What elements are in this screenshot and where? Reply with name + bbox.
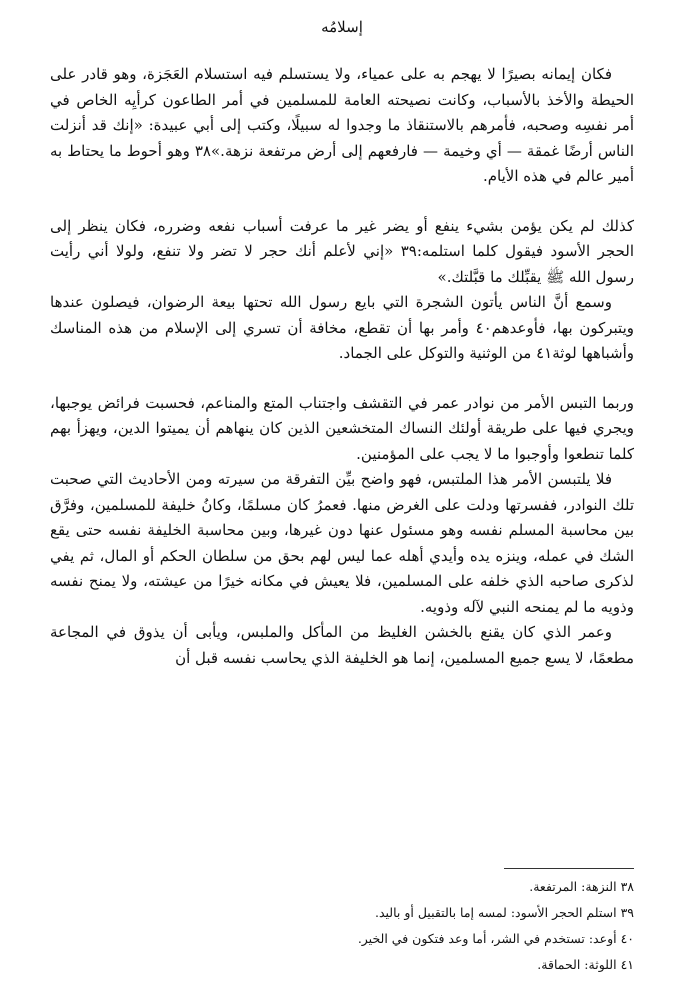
footnote-39: ٣٩ استلم الحجر الأسود: لمسه إما بالتقبيل أو باليد. [374, 905, 634, 920]
paragraph-5: فلا يلتبسن الأمر هذا الملتبس، فهو واضح بيِّن التفرقة من سيرته ومن الأحاديث التي صحبت تلك النوادر، ففسرتها ودلت على الغرض منها. فعمرُ كان مسلمًا، وكانُ خليفة للمسلمين، وفرَّق بين محاسبة المسلم نفسه وهو مسئول عنها دون غيرها، وبين محاسبة الخليفة نفسه حتى يقع الشك في عمله، وينزه يده وأيدي أهله عما ليس لهم بحق من سلطان الحكم أو المال، ثم يفي لذكرى صاحبه الذي خلفه على المسلمين، فلا يعيش في مكانه خيرًا من عيشته، ولا يمنح نفسه وذويه ما لم يمنحه النبي لآله وذويه. [50, 470, 634, 616]
section-gap [50, 367, 634, 391]
body-text [50, 62, 634, 671]
footnote-divider [504, 868, 634, 869]
paragraph-4: وربما التبس الأمر من نوادر عمر في التقشف واجتناب المتع والمناعم، فحسبت فرائض يوجبها، ويجري فيها على طريقة أولئك النساك المتخشعين الذين كان ينهاهم أن يميتوا الدين، ويهزأ بهم كلما تنطعوا وأوجبوا ما لا يجب على المؤمنين. [50, 393, 634, 463]
footnotes [50, 874, 634, 978]
footnote-38: ٣٨ النزهة: المرتفعة. [529, 879, 634, 894]
footnote-40: ٤٠ أوعد: تستخدم في الشر، أما وعد فتكون في الخير. [357, 931, 634, 946]
paragraph-2: كذلك لم يكن يؤمن بشيء ينفع أو يضر غير ما عرفت أسباب نفعه وضرره، فكان ينظر إلى الحجر الأسود فيقول كلما استلمه:٣٩ «إني لأعلم أنك حجر لا تضر ولا تنفع، ولولا أني رأيت رسول الله ﷺ يقبِّلك ما قبَّلتك.» [50, 216, 634, 286]
section-gap [50, 190, 634, 214]
paragraph-6: وعمر الذي كان يقنع بالخشن الغليظ من المأكل والملبس، ويأبى أن يذوق في المجاعة مطعمًا، لا يسع جميع المسلمين، إنما هو الخليفة الذي يحاسب نفسه قبل أن [50, 623, 634, 667]
running-header: إسلامُه [321, 18, 363, 36]
paragraph-1: فكان إيمانه بصيرًا لا يهجم به على عمياء، ولا يستسلم فيه استسلام العَجَزة، وهو قادر على الحيطة والأخذ بالأسباب، وكانت نصيحته العامة للمسلمين في أمر الطاعون كرأيِه الخاص في أمر نفسِه وصحبه، فأمرهم بالاستنقاذ ما وجدوا له سبيلًا، وكتب إلى أبي عبيدة: «إنك قد أنزلت الناس أرضًا غمقة — أي وخيمة — فارفعهم إلى أرض مرتفعة نزهة.»٣٨ وهو أحوط ما يحتاط به أمير عالم في هذه الأيام. [50, 65, 635, 185]
paragraph-3: وسمع أنَّ الناس يأتون الشجرة التي بايع رسول الله تحتها بيعة الرضوان، فيصلون عندها ويتبركون بها، فأوعدهم٤٠ وأمر بها أن تقطع، مخافة أن تسري إلى الإسلام من هذه المناسك وأشباهها لوثة٤١ من الوثنية والتوكل على الجماد. [50, 293, 634, 362]
footnote-41: ٤١ اللوثة: الحماقة. [537, 957, 634, 972]
